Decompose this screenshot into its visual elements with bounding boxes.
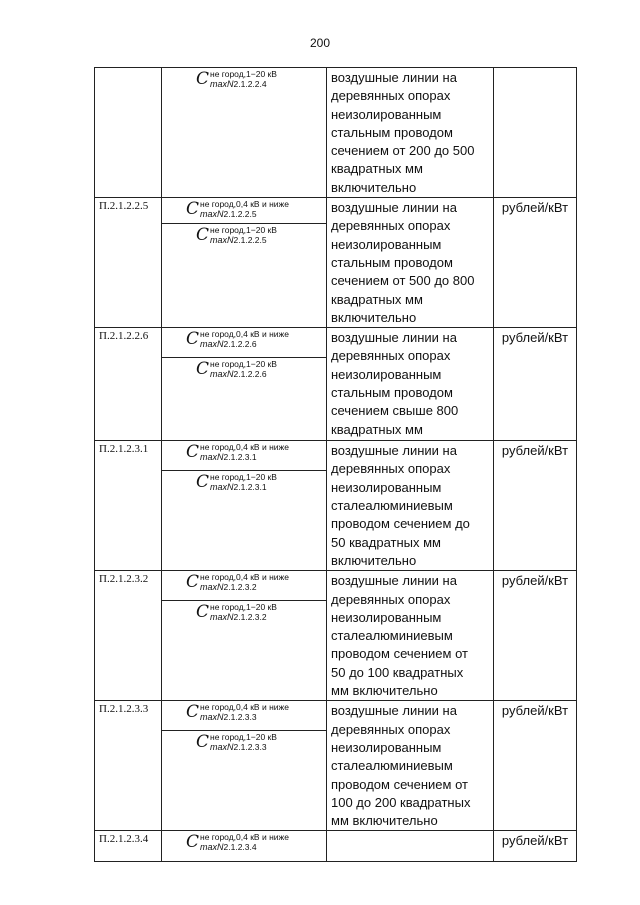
tariff-symbol-subscript: [200, 842, 289, 852]
tariff-symbol-letter: C: [196, 472, 210, 493]
line-description-line: деревянных опорах: [331, 591, 451, 607]
tariff-symbol-indices: [200, 702, 289, 722]
line-description-line: стальным проводом: [331, 254, 453, 270]
tariff-symbols-cell: [162, 198, 327, 328]
unit-of-measure: рублей/кВт: [494, 701, 577, 831]
line-description-line: квадратных мм: [331, 291, 423, 307]
line-description: [327, 701, 494, 831]
tariff-symbol-subscript: [210, 612, 277, 622]
tariff-symbols-cell: [162, 68, 327, 198]
line-description-line: проводом сечением от: [331, 646, 468, 662]
line-description-line: сталеалюминиевым: [331, 758, 453, 774]
tariff-symbol-superscript: не город,1−20 кВ: [210, 602, 277, 613]
tariff-symbol-subscript-prefix: maxN: [210, 742, 234, 753]
line-description: [327, 328, 494, 441]
line-description-line: включительно: [331, 552, 417, 568]
tariff-symbol-superscript: не город,0,4 кВ и ниже: [200, 832, 289, 843]
tariff-symbol-subscript-prefix: maxN: [210, 235, 234, 246]
tariff-symbols-cell: [162, 571, 327, 701]
item-code: П.2.1.2.2.5: [95, 198, 162, 328]
tariff-symbol-superscript: не город,0,4 кВ и ниже: [200, 442, 289, 453]
line-description-line: деревянных опорах: [331, 218, 451, 234]
tariff-symbol: [162, 731, 326, 752]
tariff-symbol-subscript-index: 2.1.2.2.4: [233, 79, 267, 89]
table-row: [95, 571, 577, 701]
tariff-symbol-subscript-index: 2.1.2.3.3: [233, 742, 267, 753]
tariff-symbol-indices: [200, 329, 289, 349]
tariff-symbol-superscript: не город,1−20 кВ: [210, 359, 277, 370]
tariff-symbol-letter: C: [196, 225, 210, 246]
tariff-symbol-indices: [210, 359, 277, 379]
line-description-line: деревянных опорах: [331, 461, 451, 477]
line-description-line: воздушные линии на: [331, 330, 457, 346]
tariff-symbol-subscript: [210, 482, 277, 492]
line-description: [327, 198, 494, 328]
line-description-line: сталеалюминиевым: [331, 498, 453, 514]
tariff-symbol: [162, 471, 326, 492]
tariff-symbol: [162, 224, 326, 245]
tariff-symbol-subscript-index: 2.1.2.3.4: [223, 842, 257, 853]
line-description-line: сталеалюминиевым: [331, 628, 453, 644]
tariff-symbol-subscript-index: 2.1.2.3.1: [223, 452, 257, 463]
tariff-symbol-subscript-prefix: maxN: [200, 339, 224, 350]
tariff-symbol-letter: C: [186, 702, 200, 723]
line-description-line: деревянных опорах: [331, 721, 451, 737]
line-description-line: стальным проводом: [331, 385, 453, 401]
tariff-symbol-indices: [200, 832, 289, 852]
tariff-symbol-indices: [210, 732, 277, 752]
item-code: П.2.1.2.3.4: [95, 831, 162, 862]
line-description-line: воздушные линии на: [331, 573, 457, 589]
tariff-symbol-superscript: не город,0,4 кВ и ниже: [200, 572, 289, 583]
tariff-symbol-indices: [210, 472, 277, 492]
unit-of-measure: [494, 68, 577, 198]
item-code: П.2.1.2.3.2: [95, 571, 162, 701]
line-description-line: воздушные линии на: [331, 443, 457, 459]
line-description-line: неизолированным: [331, 479, 442, 495]
tariff-symbol-subscript-prefix: maxN: [200, 582, 224, 593]
unit-of-measure: рублей/кВт: [494, 571, 577, 701]
tariff-symbol-subscript: [200, 712, 289, 722]
tariff-symbol-indices: [210, 602, 277, 622]
line-description-line: квадратных мм: [331, 161, 423, 177]
tariff-symbol-subscript-index: 2.1.2.2.6: [233, 369, 267, 380]
line-description-line: неизолированным: [331, 366, 442, 382]
tariff-symbol-letter: C: [186, 199, 200, 220]
tariff-symbol: [162, 701, 326, 730]
tariff-symbol-subscript: [200, 582, 289, 592]
tariff-symbol-letter: C: [196, 69, 210, 89]
tariff-symbol-subscript-index: 2.1.2.2.6: [223, 339, 257, 350]
line-description-line: проводом сечением до: [331, 516, 470, 532]
tariff-symbol: [162, 441, 326, 470]
tariff-symbol-subscript-index: 2.1.2.3.1: [233, 482, 267, 493]
tariff-symbol-indices: [200, 572, 289, 592]
line-description-line: квадратных мм: [331, 421, 423, 437]
tariff-symbol-subscript: [210, 235, 277, 245]
tariff-symbol: [162, 328, 326, 357]
tariff-symbol-letter: C: [196, 602, 210, 623]
tariff-symbols-cell: [162, 441, 327, 571]
line-description-line: воздушные линии на: [331, 70, 457, 85]
line-description-line: 100 до 200 квадратных: [331, 794, 471, 810]
line-description-line: включительно: [331, 179, 417, 195]
table-row: [95, 441, 577, 571]
tariff-symbol-superscript: не город,1−20 кВ: [210, 472, 277, 483]
tariff-symbol-superscript: не город,1−20 кВ: [210, 732, 277, 743]
tariff-symbol-indices: [210, 225, 277, 245]
line-description-line: сечением от 200 до 500: [331, 143, 475, 159]
tariff-symbol-subscript-index: 2.1.2.2.5: [223, 209, 257, 220]
tariff-symbol-superscript: не город,0,4 кВ и ниже: [200, 329, 289, 340]
tariff-symbol-indices: [200, 442, 289, 462]
tariff-symbol-superscript: не город,1−20 кВ: [210, 69, 277, 79]
line-description-line: мм включительно: [331, 813, 438, 829]
line-description-line: неизолированным: [331, 236, 442, 252]
tariff-symbol-letter: C: [186, 329, 200, 350]
tariff-symbol-subscript: [200, 452, 289, 462]
line-description-line: деревянных опорах: [331, 348, 451, 364]
line-description: [327, 831, 494, 862]
tariff-symbol-superscript: не город,0,4 кВ и ниже: [200, 199, 289, 210]
table-row: [95, 198, 577, 328]
tariff-symbol-indices: [210, 69, 277, 89]
line-description-line: включительно: [331, 309, 417, 325]
item-code: П.2.1.2.3.3: [95, 701, 162, 831]
table-row: [95, 831, 577, 862]
unit-of-measure: рублей/кВт: [494, 831, 577, 862]
line-description-line: воздушные линии на: [331, 200, 457, 216]
unit-of-measure: рублей/кВт: [494, 441, 577, 571]
item-code: [95, 68, 162, 198]
tariff-symbol-subscript-prefix: maxN: [210, 482, 234, 493]
tariff-symbol: [162, 198, 326, 223]
line-description-line: мм включительно: [331, 683, 438, 699]
tariff-symbol-subscript-index: 2.1.2.3.2: [233, 612, 267, 623]
line-description: [327, 68, 494, 198]
tariff-symbol-subscript-index: 2.1.2.3.2: [223, 582, 257, 593]
line-description-line: проводом сечением от: [331, 776, 468, 792]
table-row: [95, 328, 577, 441]
tariff-symbol-subscript-prefix: maxN: [210, 79, 234, 89]
tariff-symbol: [162, 68, 326, 89]
tariff-symbol-letter: C: [186, 572, 200, 593]
tariff-symbol-subscript-prefix: maxN: [210, 369, 234, 380]
page-number: 200: [309, 36, 331, 50]
line-description-line: 50 до 100 квадратных: [331, 664, 464, 680]
tariff-symbols-cell: [162, 328, 327, 441]
line-description: [327, 441, 494, 571]
tariff-symbol-subscript-prefix: maxN: [200, 712, 224, 723]
tariff-symbol-subscript-index: 2.1.2.3.3: [223, 712, 257, 723]
item-code: П.2.1.2.2.6: [95, 328, 162, 441]
item-code: П.2.1.2.3.1: [95, 441, 162, 571]
tariff-symbol-letter: C: [186, 832, 200, 853]
tariff-symbol: [162, 831, 326, 852]
tariff-symbol-superscript: не город,1−20 кВ: [210, 225, 277, 236]
table-row: [95, 701, 577, 831]
tariff-table-body: [95, 68, 577, 862]
tariff-symbol-subscript-prefix: maxN: [210, 612, 234, 623]
line-description-line: неизолированным: [331, 609, 442, 625]
unit-of-measure: рублей/кВт: [494, 328, 577, 441]
tariff-symbol-subscript-prefix: maxN: [200, 452, 224, 463]
tariff-symbol-subscript-prefix: maxN: [200, 209, 224, 220]
tariff-symbols-cell: [162, 831, 327, 862]
tariff-symbol-letter: C: [196, 359, 210, 380]
tariff-symbol: [162, 358, 326, 379]
tariff-symbol-subscript: [200, 209, 289, 219]
tariff-symbol: [162, 601, 326, 622]
tariff-symbol-subscript: [210, 742, 277, 752]
line-description: [327, 571, 494, 701]
line-description-line: стальным проводом: [331, 124, 453, 140]
line-description-line: деревянных опорах: [331, 88, 451, 104]
line-description-line: воздушные линии на: [331, 703, 457, 719]
table-row: [95, 68, 577, 198]
tariff-symbol-subscript: [210, 369, 277, 379]
tariff-table: [94, 67, 577, 862]
line-description-line: сечением свыше 800: [331, 403, 459, 419]
line-description-line: 50 квадратных мм: [331, 534, 441, 550]
tariff-symbol-subscript: [210, 79, 277, 89]
tariff-symbols-cell: [162, 701, 327, 831]
tariff-symbol-subscript: [200, 339, 289, 349]
tariff-symbol-subscript-prefix: maxN: [200, 842, 224, 853]
line-description-line: неизолированным: [331, 106, 442, 122]
line-description-line: неизолированным: [331, 739, 442, 755]
tariff-symbol-subscript-index: 2.1.2.2.5: [233, 235, 267, 246]
tariff-symbol: [162, 571, 326, 600]
tariff-symbol-letter: C: [186, 442, 200, 463]
line-description-line: сечением от 500 до 800: [331, 273, 475, 289]
tariff-symbol-superscript: не город,0,4 кВ и ниже: [200, 702, 289, 713]
unit-of-measure: рублей/кВт: [494, 198, 577, 328]
tariff-symbol-letter: C: [196, 732, 210, 753]
tariff-symbol-indices: [200, 199, 289, 219]
